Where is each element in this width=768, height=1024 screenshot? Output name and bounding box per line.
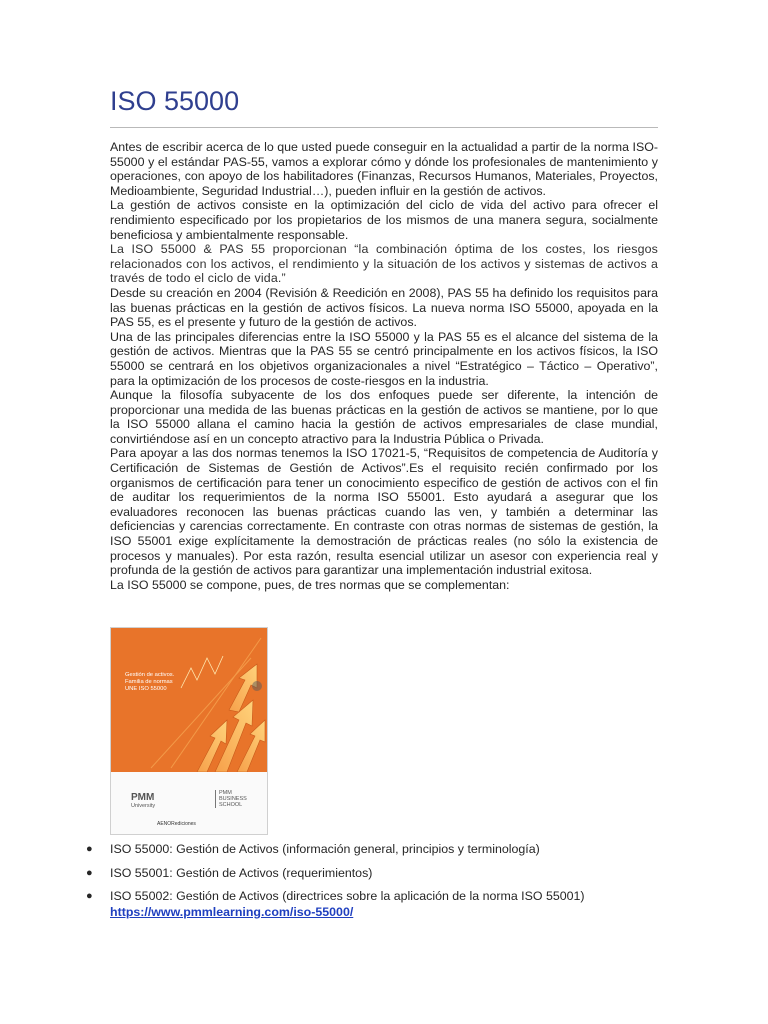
paragraph: Una de las principales diferencias entre la ISO 55000 y la PAS 55 es el alcance del sistema de la gestión de activos. Mientras que la PAS 55 se centró principalmente en los activos físicos, la ISO 55000 se centrará en los objetivos organizacionales a nivel “Estratégico – Táctico – Operativo”, para la optimización de los procesos de coste-riesgos en la industria. xyxy=(110,329,658,388)
paragraph: Desde su creación en 2004 (Revisión & Reedición en 2008), PAS 55 ha definido los requisitos para las buenas prácticas en la gestión de activos físicos. La nueva norma ISO 55000, apoyada en la PAS 55, es el presente y futuro de la gestión de activos. xyxy=(110,285,658,330)
paragraph: La ISO 55000 & PAS 55 proporcionan “la combinación óptima de los costes, los riesgos relacionados con los activos, el rendimiento y la situación de los activos y sistemas de activos a través de todo el ciclo de vida.” xyxy=(110,242,658,286)
growth-arrows-icon xyxy=(111,628,268,772)
paragraph: Para apoyar a las dos normas tenemos la ISO 17021-5, “Requisitos de competencia de Auditoría y Certificación de Sistemas de Gestión de Activos”.Es el requisito recién confirmado por los organismos de certificación para tener un conocimiento especifico de gestión de activos con el fin de auditar los requerimientos de la norma ISO 55001. Esto ayudará a asegurar que los evaluadores reconocen las buenas prácticas cuando las ven, y también a determinar las deficiencias y carencias correctamente. En contraste con otras normas de sistemas de gestión, la ISO 55001 exige explícitamente la demostración de prácticas reales (no sólo la existencia de procesos y manuales). Por esta razón, resulta esencial utilizar un asesor con experiencia real y profunda de la gestión de activos para garantizar una implementación industrial exitosa. xyxy=(110,446,658,578)
title-divider xyxy=(110,127,658,128)
page-title: ISO 55000 xyxy=(110,86,240,116)
paragraph: Aunque la filosofía subyacente de los dos enfoques puede ser diferente, la intención de proporcionar una medida de las buenas prácticas en la gestión de activos se mantiene, por lo que la ISO 55000 allana el camino hacia la gestión de activos empresariales de clase mundial, convirtiéndose así en un concepto atractivo para la Industria Pública o Privada. xyxy=(110,388,658,446)
paragraph: Antes de escribir acerca de lo que usted puede conseguir en la actualidad a partir de la norma ISO-55000 y el estándar PAS-55, vamos a explorar cómo y dónde los profesionales de mantenimiento y operaciones, con apoyo de los habilitadores (Finanzas, Recursos Humanos, Materiales, Proyectos, Medioambiente, Seguridad Industrial…), pueden influir en la gestión de activos. xyxy=(110,140,658,198)
cover-graphic xyxy=(111,628,267,772)
pmm-business-school-logo: PMM BUSINESS SCHOOL xyxy=(215,790,247,808)
list-item: ● ISO 55001: Gestión de Activos (requerimientos) xyxy=(86,865,373,880)
cover-logos xyxy=(111,772,267,835)
bullet-icon: ● xyxy=(86,866,93,879)
norms-list xyxy=(84,842,585,919)
publisher-logo: AENORediciones xyxy=(157,821,196,827)
cover-title: Gestión de activos. Familia de normas UNE ISO 55000 xyxy=(125,672,175,692)
pmm-university-logo: PMM University xyxy=(131,792,156,809)
paragraph: La ISO 55000 se compone, pues, de tres normas que se complementan: xyxy=(110,577,510,592)
pmm-learning-link[interactable]: https://www.pmmlearning.com/iso-55000/ xyxy=(110,905,354,919)
bullet-icon: ● xyxy=(86,843,93,855)
list-item: ● ISO 55002: Gestión de Activos (directrices sobre la aplicación de la norma ISO 55001) https://www.pmmlearning.com/iso-55000/ xyxy=(86,889,585,919)
book-cover-image xyxy=(110,627,268,835)
paragraph: La gestión de activos consiste en la optimización del ciclo de vida del activo para ofrecer el rendimiento especificado por los propietarios de los mismos de una manera segura, socialmente beneficiosa y ambientalmente responsable. xyxy=(110,198,658,242)
bullet-icon: ● xyxy=(86,890,93,902)
list-item: ● ISO 55000: Gestión de Activos (información general, principios y terminología) xyxy=(86,842,540,856)
article-body xyxy=(110,140,658,592)
